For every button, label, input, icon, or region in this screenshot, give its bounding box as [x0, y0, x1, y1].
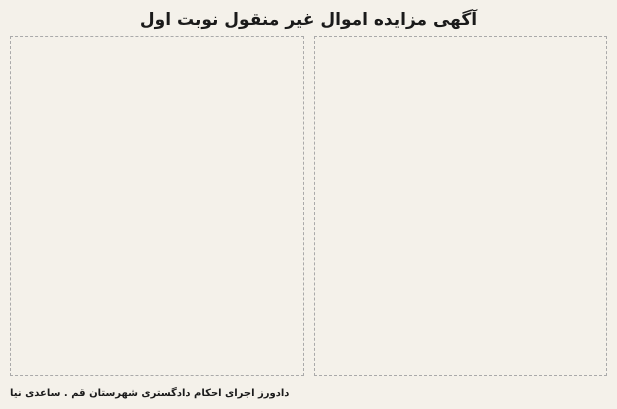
notice-column-right	[314, 36, 608, 376]
notice-title: آگهی مزایده اموال غیر منقول نوبت اول	[139, 10, 478, 30]
notice-body	[10, 36, 607, 376]
unreadable-text-region	[10, 36, 304, 376]
notice-signature: دادورز اجرای احکام دادگستری شهرستان قم . ساعدی نیا	[10, 388, 290, 399]
notice-column-left	[10, 36, 304, 376]
unreadable-text-region	[314, 36, 608, 376]
